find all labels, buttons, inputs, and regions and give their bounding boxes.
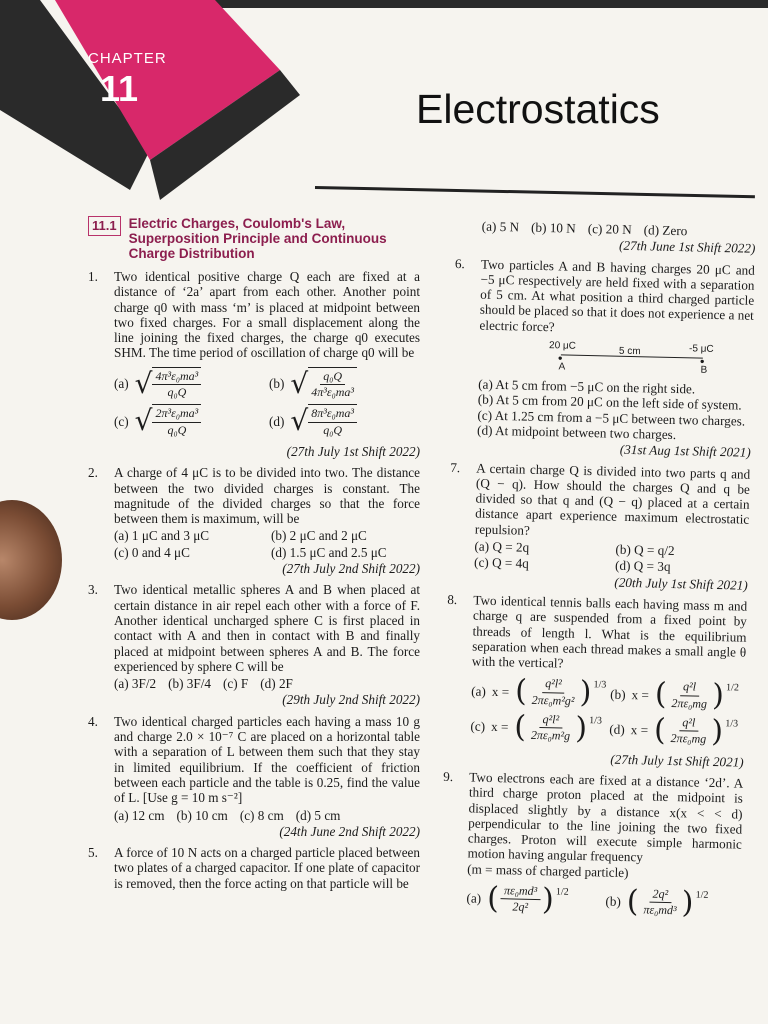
question-3 (88, 582, 420, 707)
option-c: (c) x = ( $\frac{\text{q²l²}}{\text{2πε₀m²g}}$ ) $^{1/3}$ (470, 709, 603, 746)
option-a: (a) √ $\frac{\text{4π³ε₀ma³}}{\text{q₀Q}}$ (114, 367, 265, 401)
question-number: 4. (88, 713, 98, 729)
option-a: (a) 3F/2 (114, 676, 157, 692)
question-number: 5. (88, 845, 98, 861)
question-source: (20th July 1st Shift 2021) (614, 574, 748, 593)
option-d: (d) Q = 3q (614, 558, 671, 575)
option-d: (d) 5 cm (295, 807, 341, 823)
question-text: Two electrons each are fixed at a distance ‘2d’. A third charge proton placed at the midpoint is displaced slightly by a distance x(x < < d) perpendicular to the line joining the two fixed charges. Proton will execute simple harmonic motion having angular frequency (467, 769, 744, 865)
question-4 (88, 714, 420, 839)
option-d: (d) 1.5 μC and 2.5 μC (271, 544, 387, 560)
option-b: (b) 10 cm (176, 807, 228, 823)
question-1 (88, 269, 420, 459)
question-text: Two identical charged particles each having a mass 10 g and charge 2.0 × 10⁻⁷ C are placed on a horizontal table with a separation of L between them such that they stay in limited equilibrium. If the coefficient of friction between each particle and the table is 0.25, find the value of L. [Use g = 10 m s⁻²] (114, 713, 420, 806)
charge-diagram: 20 μC -5 μC ● ● 5 cm A B (548, 340, 714, 376)
option-a: (a) At 5 cm from −5 μC on the right side. (478, 376, 696, 397)
option-a: (a) Q = 2q (474, 538, 530, 555)
question-source: (29th July 2nd Shift 2022) (282, 692, 420, 708)
option-c: (c) F (222, 676, 249, 692)
question-text: A force of 10 N acts on a charged particle placed between two plates of a charged capacitor. If one plate of capacitor is removed, then the force acting on that particle will be (114, 845, 420, 891)
option-b: (b) 3F/4 (168, 676, 211, 692)
option-d: (d) 2F (260, 676, 293, 692)
section-number: 11.1 (88, 216, 121, 236)
question-number: 6. (454, 255, 465, 271)
question-6 (451, 256, 755, 461)
left-column (88, 216, 420, 897)
question-5-options (455, 216, 756, 256)
chapter-label: CHAPTER (88, 50, 167, 67)
option-b: (b) x = ( $\frac{\text{q²l}}{\text{2πε₀mg}}$ ) $^{1/2}$ (610, 676, 739, 714)
question-text: Two particles A and B having charges 20 μC and −5 μC respectively are held fixed with a separation of 5 cm. At what position a third charged particle should be placed so that it does not experience a net electric force? (479, 256, 756, 335)
question-text: Two identical metallic spheres A and B when placed at certain distance in air repel each other with a force of F. Another identical uncharged sphere C is first placed in contact with A and then in contact with B and finally placed at midpoint between spheres A and B. The force experienced by sphere C will be (114, 582, 420, 674)
section-title: Electric Charges, Coulomb's Law, Superposition Principle and Continuous Charge Distribution (128, 216, 387, 261)
option-d: (d) Zero (643, 222, 688, 239)
option-a: (a) 5 N (481, 218, 520, 235)
option-b: (b) 2 μC and 2 μC (271, 528, 367, 544)
chapter-number: 11 (100, 68, 139, 109)
option-b: (b) At 5 cm from 20 μC on the left side of system. (477, 391, 742, 413)
option-b: (b) ( $\frac{\text{2q²}}{\text{πε₀md³}}$ ) $^{1/2}$ (605, 883, 709, 921)
question-8 (444, 592, 748, 770)
option-d: (d) x = ( $\frac{\text{q²l}}{\text{2πε₀mg}}$ ) $^{1/3}$ (609, 712, 739, 750)
question-source: (27th June 1st Shift 2022) (618, 238, 756, 257)
question-source: (27th July 2nd Shift 2022) (282, 561, 420, 577)
question-number: 8. (447, 591, 458, 608)
thumb-photo (0, 500, 62, 620)
question-text: Two identical tennis balls each having mass m and charge q are suspended from a fixed point by threads of length l. What is the equilibrium separation when each thread makes a small angle θ with the vertical? (471, 592, 748, 671)
option-a: (a) x = ( $\frac{\text{q²l²}}{\text{2πε₀m²g²}}$ ) $^{1/3}$ (471, 673, 607, 711)
title-rule (315, 186, 755, 198)
question-2 (88, 465, 420, 576)
option-b: (b) √ $\frac{\text{q₀Q}}{\text{4π³ε₀ma³}}$ (269, 367, 420, 401)
question-text: A certain charge Q is divided into two parts q and (Q − q). How should the charges Q and q be divided so that q and (Q − q) placed at a certain distance apart experience maximum electrostatic repulsion? (474, 460, 751, 538)
question-number: 2. (88, 465, 98, 481)
option-d: (d) √ $\frac{\text{8π³ε₀ma³}}{\text{q₀Q}}$ (269, 404, 420, 438)
question-source: (31st Aug 1st Shift 2021) (619, 442, 751, 461)
option-c: (c) At 1.25 cm from a −5 μC between two charges. (477, 407, 746, 429)
option-c: (c) 20 N (587, 220, 632, 237)
question-9 (440, 769, 743, 926)
right-column (440, 216, 756, 932)
option-c: (c) 0 and 4 μC (114, 544, 190, 560)
question-text: Two identical positive charge Q each are fixed at a distance of ‘2a’ apart from each other. Another point charge q0 with mass ‘m’ is placed at midpoint between two fixed charges. For a small displacement along the line joining the fixed charges, the charge q0 executes SHM. The time period of oscillation of charge q0 will be (114, 269, 420, 361)
option-c: (c) 8 cm (239, 807, 284, 823)
option-a: (a) 12 cm (114, 807, 165, 823)
question-number: 9. (443, 768, 454, 784)
chapter-title: Electrostatics (416, 86, 660, 132)
option-c: (c) Q = 4q (473, 554, 529, 572)
option-d: (d) At midpoint between two charges. (476, 422, 677, 443)
chapter-banner (0, 0, 300, 200)
question-number: 7. (450, 459, 461, 475)
option-b: (b) 10 N (530, 219, 576, 236)
question-text: A charge of 4 μC is to be divided into two. The distance between the two divided charges is constant. The magnitude of the divided charges so that the force between them is maximum, will be (114, 465, 420, 527)
section-header (88, 216, 420, 261)
option-a: (a) 1 μC and 3 μC (114, 528, 210, 544)
option-a: (a) ( $\frac{\text{πε₀md³}}{\text{2q²}}$ ) $^{1/2}$ (466, 880, 569, 918)
question-7 (448, 459, 751, 592)
question-5 (88, 845, 420, 891)
question-source: (24th June 2nd Shift 2022) (279, 823, 420, 839)
question-number: 3. (88, 582, 98, 598)
option-c: (c) √ $\frac{\text{2π³ε₀ma³}}{\text{q₀Q}}$ (114, 404, 265, 438)
question-source: (27th July 1st Shift 2022) (286, 443, 420, 459)
question-number: 1. (88, 269, 98, 284)
question-note: (m = mass of charged particle) (467, 861, 629, 880)
question-source: (27th July 1st Shift 2021) (610, 751, 744, 770)
option-b: (b) Q = q/2 (615, 541, 675, 559)
